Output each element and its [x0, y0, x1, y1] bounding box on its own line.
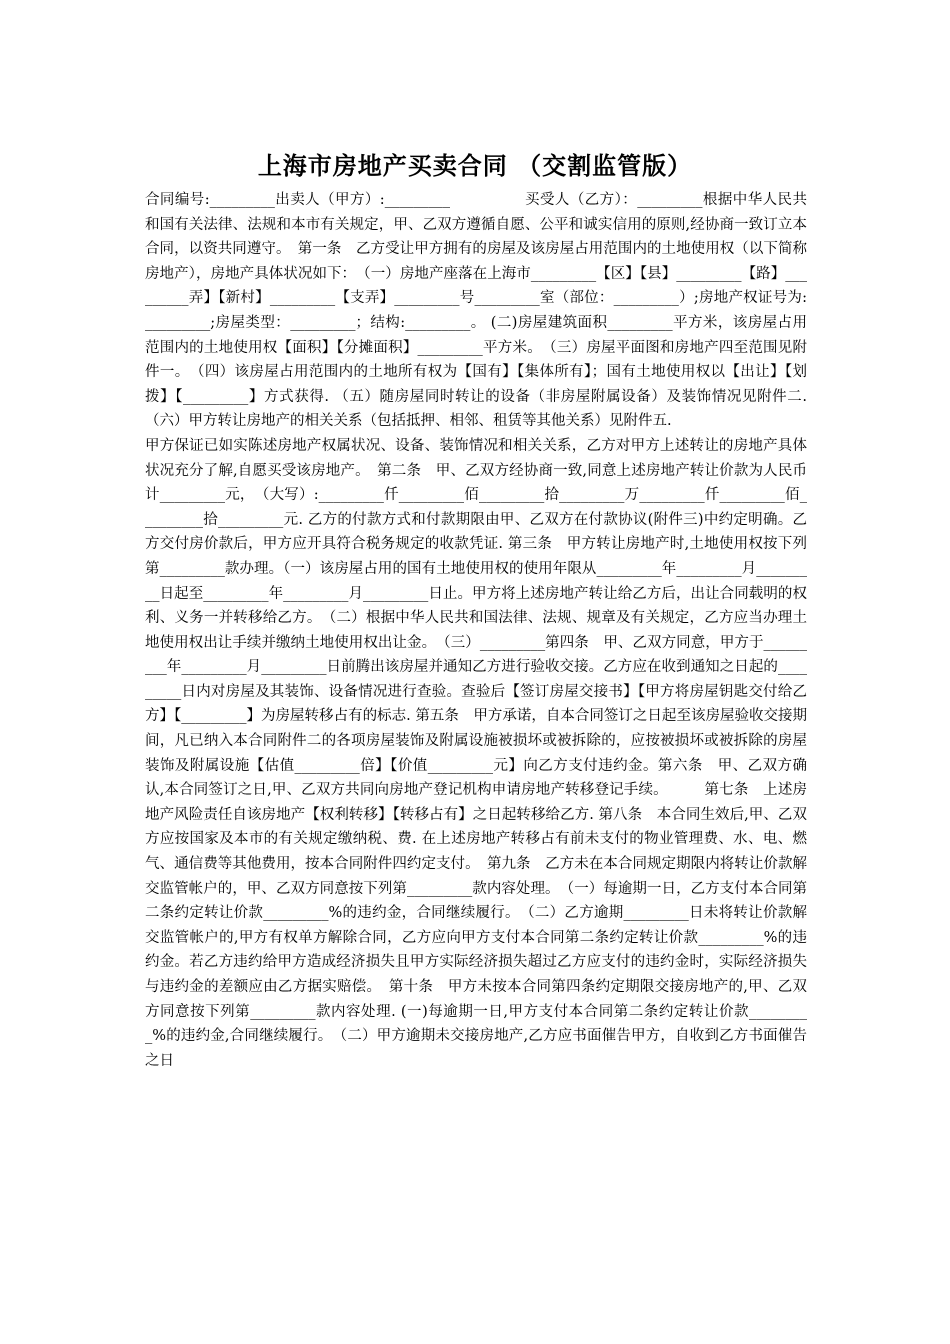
document-title: 上海市房地产买卖合同 （交割监管版）	[257, 151, 693, 180]
contract-body	[145, 188, 807, 1073]
contract-paragraph-1: 合同编号:_________出卖人（甲方）:_________ 买受人（乙方）：_________根据中华人民共和国有关法律、法规和本市有关规定，甲、乙双方遵循自愿、公平和诚实信用的原则,经协商一致订立本合同，以资共同遵守。 第一条 乙方受让甲方拥有的房屋及该房屋占用范围内的土地使用权（以下简称房地产），房地产具体状况如下： （一）房地产座落在上海市_________【区】【县】_________【路】_________弄】【新村】_________【支弄】_________号_________室（部位：_________）;房地产权证号为:_________;房屋类型：_________；结构:_________。 (二)房屋建筑面积_________平方米，该房屋占用范围内的土地使用权【面积】【分摊面积】_________平方米。 （三）房屋平面图和房地产四至范围见附件一。 （四）该房屋占用范围内的土地所有权为【国有】【集体所有】；国有土地使用权以【出让】【划拨】【_________】方式获得. （五）随房屋同时转让的设备（非房屋附属设备）及装饰情况见附件二. （六）甲方转让房地产的相关关系（包括抵押、相邻、租赁等其他关系）见附件五.	[145, 192, 807, 430]
contract-paragraph-2: 甲方保证已如实陈述房地产权属状况、设备、装饰情况和相关关系，乙方对甲方上述转让的房地产具体状况充分了解,自愿买受该房地产。 第二条 甲、乙双方经协商一致,同意上述房地产转让价款为人民币计_________元， （大写）:_________仟_________佰_________拾_________万_________仟_________佰_________拾_________元. 乙方的付款方式和付款期限由甲、乙双方在付款协议(附件三)中约定明确。乙方交付房价款后，甲方应开具符合税务规定的收款凭证. 第三条 甲方转让房地产时,土地使用权按下列第_________款办理。（一）该房屋占用的国有土地使用权的使用年限从_________年_________月_________日起至_________年_________月_________日止。甲方将上述房地产转让给乙方后，出让合同载明的权利、义务一并转移给乙方。 （二）根据中华人民共和国法律、法规、规章及有关规定，乙方应当办理土地使用权出让手续并缴纳土地使用权出让金。 （三）_________第四条 甲、乙双方同意，甲方于_________年_________月_________日前腾出该房屋并通知乙方进行验收交接。乙方应在收到通知之日起的_________日内对房屋及其装饰、设备情况进行查验。查验后【签订房屋交接书】【甲方将房屋钥匙交付给乙方】【_________】为房屋转移占有的标志. 第五条 甲方承诺，自本合同签订之日起至该房屋验收交接期间，凡已纳入本合同附件二的各项房屋装饰及附属设施被损坏或被拆除的，应按被损坏或被拆除的房屋装饰及附属设施【估值_________倍】【价值_________元】向乙方支付违约金。第六条 甲、乙双方确认,本合同签订之日,甲、乙双方共同向房地产登记机构申请房地产转移登记手续。 第七条 上述房地产风险责任自该房地产【权利转移】【转移占有】之日起转移给乙方. 第八条 本合同生效后,甲、乙双方应按国家及本市的有关规定缴纳税、费. 在上述房地产转移占有前未支付的物业管理费、水、电、燃气、通信费等其他费用，按本合同附件四约定支付。 第九条 乙方未在本合同规定期限内将转让价款解交监管帐户的，甲、乙双方同意按下列第_________款内容处理。 （一）每逾期一日，乙方支付本合同第二条约定转让价款_________%的违约金，合同继续履行。 （二）乙方逾期_________日未将转让价款解交监管帐户的,甲方有权单方解除合同，乙方应向甲方支付本合同第二条约定转让价款_________%的违约金。若乙方违约给甲方造成经济损失且甲方实际经济损失超过乙方应支付的违约金时，实际经济损失与违约金的差额应由乙方据实赔偿。 第十条 甲方未按本合同第四条约定期限交接房地产的,甲、乙双方同意按下列第_________款内容处理. (一)每逾期一日,甲方支付本合同第二条约定转让价款_________%的违约金,合同继续履行。 （二）甲方逾期未交接房地产,乙方应书面催告甲方，自收到乙方书面催告之日	[145, 437, 807, 1069]
